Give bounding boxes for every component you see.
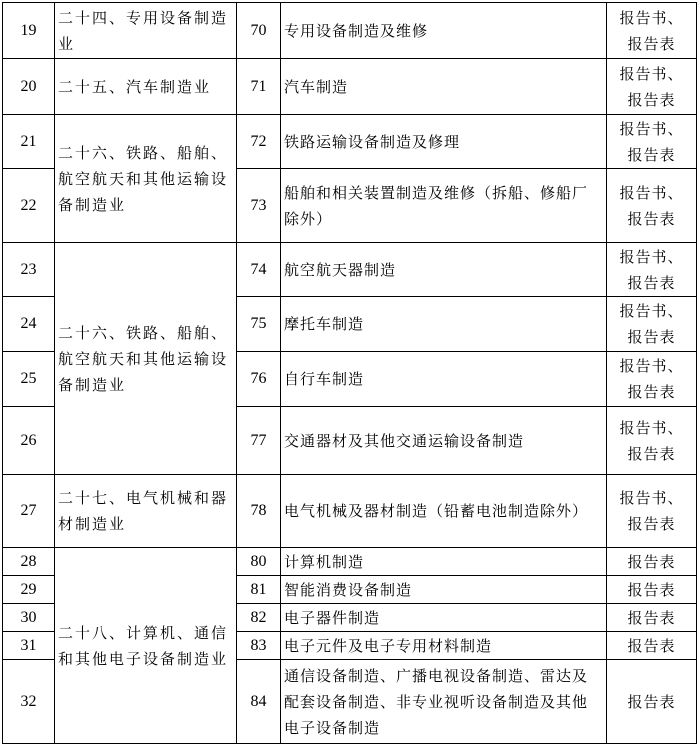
sub-category-code: 81 [237,576,281,604]
report-type-line: 报告书、 [619,357,684,375]
sub-category-name: 计算机制造 [281,548,607,576]
report-type-line: 报告书、 [619,247,684,266]
row-number: 29 [3,576,55,604]
row-number: 20 [3,59,55,115]
report-type-line: 报告表 [627,608,676,627]
report-type-line: 报告表 [627,34,676,53]
report-type-line: 报告书、 [619,418,684,437]
major-category: 二十六、铁路、船舶、航空航天和其他运输设备制造业 [55,243,237,475]
report-type [607,576,697,604]
report-type-line: 报告书、 [619,183,684,202]
sub-category-code: 74 [237,243,281,297]
row-number: 24 [3,297,55,352]
row-number: 30 [3,604,55,632]
major-category: 二十八、计算机、通信和其他电子设备制造业 [55,548,237,744]
row-number: 31 [3,632,55,660]
report-type [607,604,697,632]
report-type-line: 报告书、 [619,489,684,507]
report-type [607,3,697,59]
table-row [3,243,697,297]
report-type [607,352,697,407]
report-type-line: 报告表 [627,692,676,711]
report-type [607,243,697,297]
sub-category-name: 电子器件制造 [281,604,607,632]
sub-category-name: 船舶和相关装置制造及维修（拆船、修船厂除外） [281,169,607,243]
sub-category-code: 76 [237,352,281,407]
sub-category-name: 自行车制造 [281,352,607,407]
sub-category-code: 70 [237,3,281,59]
table-row [3,548,697,576]
sub-category-name: 摩托车制造 [281,297,607,352]
sub-category-code: 72 [237,115,281,169]
report-type-line: 报告表 [627,90,676,109]
row-number: 21 [3,115,55,169]
sub-category-code: 71 [237,59,281,115]
report-type-line: 报告表 [627,383,676,401]
sub-category-code: 84 [237,660,281,744]
sub-category-code: 78 [237,475,281,548]
report-type-line: 报告书、 [619,119,684,138]
table-row [3,59,697,115]
report-type [607,59,697,115]
report-type [607,475,697,548]
report-type-line: 报告表 [627,328,676,346]
sub-category-name: 电气机械及器材制造（铅蓄电池制造除外） [281,475,607,548]
row-number: 25 [3,352,55,407]
report-type-line: 报告表 [627,636,676,655]
report-type [607,548,697,576]
sub-category-name: 铁路运输设备制造及修理 [281,115,607,169]
report-type-line: 报告表 [627,515,676,533]
report-type [607,115,697,169]
report-type-line: 报告书、 [619,302,684,320]
row-number: 26 [3,407,55,475]
major-category: 二十五、汽车制造业 [55,59,237,115]
report-type [607,660,697,744]
major-category: 二十四、专用设备制造业 [55,3,237,59]
sub-category-name: 航空航天器制造 [281,243,607,297]
sub-category-name: 智能消费设备制造 [281,576,607,604]
sub-category-code: 83 [237,632,281,660]
report-type-line: 报告表 [627,444,676,463]
report-type [607,169,697,243]
sub-category-code: 82 [237,604,281,632]
report-type-line: 报告表 [627,273,676,292]
row-number: 32 [3,660,55,744]
table-row [3,475,697,548]
report-type-line: 报告表 [627,552,676,571]
report-type-line: 报告表 [627,580,676,599]
sub-category-name: 交通器材及其他交通运输设备制造 [281,407,607,475]
report-type-line: 报告书、 [619,64,684,83]
sub-category-name: 汽车制造 [281,59,607,115]
sub-category-name: 通信设备制造、广播电视设备制造、雷达及配套设备制造、非专业视听设备制造及其他电子设备制造 [281,660,607,744]
sub-category-code: 80 [237,548,281,576]
report-type-line: 报告表 [627,145,676,164]
sub-category-name: 电子元件及电子专用材料制造 [281,632,607,660]
report-type-line: 报告表 [627,209,676,228]
report-type [607,632,697,660]
report-type-line: 报告书、 [619,8,684,27]
report-type [607,297,697,352]
sub-category-code: 75 [237,297,281,352]
row-number: 23 [3,243,55,297]
report-type [607,407,697,475]
sub-category-code: 73 [237,169,281,243]
row-number: 22 [3,169,55,243]
row-number: 27 [3,475,55,548]
table-row [3,3,697,59]
row-number: 19 [3,3,55,59]
row-number: 28 [3,548,55,576]
table-row [3,115,697,169]
industry-report-table [2,2,697,744]
major-category: 二十七、电气机械和器材制造业 [55,475,237,548]
sub-category-name: 专用设备制造及维修 [281,3,607,59]
major-category: 二十六、铁路、船舶、航空航天和其他运输设备制造业 [55,115,237,243]
sub-category-code: 77 [237,407,281,475]
